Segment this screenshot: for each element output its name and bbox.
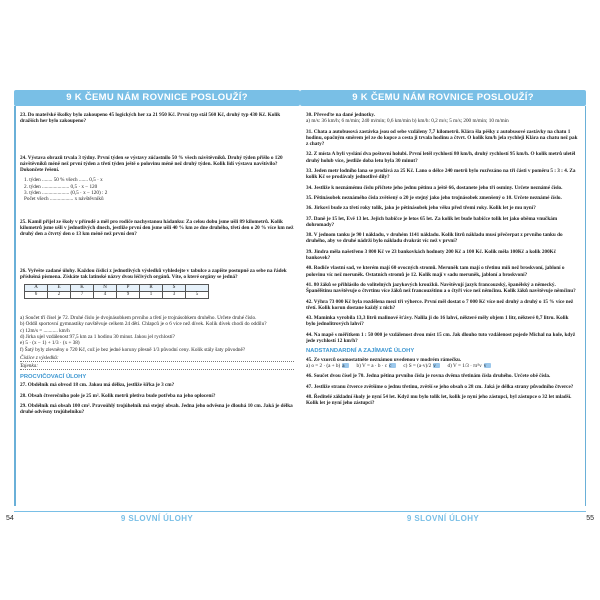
week-value: 0,5 · x − 120 <box>70 183 98 190</box>
code-letter: R <box>140 285 163 292</box>
task-37 <box>306 216 578 229</box>
footer-rule <box>300 511 586 512</box>
task-number: 29. <box>20 402 27 409</box>
code-table <box>24 284 209 299</box>
task-text: Součet dvou čísel je 70. Jedna pětina prvního čísla je rovna dvěma třetinám čísla druhého. Určete obě čísla. <box>313 373 551 380</box>
chapter-header: 9 K ČEMU NÁM ROVNICE POSLOUŽÍ? <box>14 90 300 106</box>
task-text: Jeden metr lodního lana se prodává za 25 Kč. Lano o délce 240 metrů bylo rozřezáno na tři části v poměru 5 : 3 : 4. Za kolik Kč se prodávaly jednotlivé díly? <box>306 168 576 181</box>
task-text: Obdélník má obsah 100 cm². Pravoúhlý trojúhelník má stejný obsah. Jedna jeho odvěsna je dlouhá 10 cm. Jaká je délka druhé odvěsny trojúhelníku? <box>20 402 293 416</box>
task-text: Obdélník má obvod 18 cm. Jakou má délku, jestliže šířka je 3 cm? <box>27 382 175 389</box>
task-text: Z místa A byli vyslání dva poštovní holubi. První letěl rychlostí 80 km/h, druhý rychlostí 95 km/h. O kolik metrů uletěl druhý holub více, jestliže doba letu byla 30 minut? <box>306 151 576 164</box>
task-26 <box>20 268 294 281</box>
variable-box: a <box>342 363 349 368</box>
right-content <box>306 112 578 500</box>
week-row: 3. týden ..................... (0,5 · x − 120) : 2 <box>24 190 108 197</box>
subtask-list <box>20 315 294 353</box>
task-number: 27. <box>20 382 27 389</box>
task-number: 30. <box>306 112 313 118</box>
code-digit: 1 <box>140 292 163 299</box>
work-space <box>20 207 294 219</box>
task-text: Převeďte na dané jednotky. <box>313 112 375 118</box>
page-footer <box>300 510 594 524</box>
task-number: 25. <box>20 218 27 225</box>
left-content <box>20 112 294 500</box>
code-digit: 3 <box>163 292 186 299</box>
task-text: Jestliže stranu čtverce zvětšíme o jednu třetinu, zvětší se jeho obsah o 28 cm. Jaká je délka strany původního čtverce? <box>313 383 574 390</box>
task-text: Maminka vyrobila 13,3 litrů malinové šťávy. Nalila ji do 16 lahví, některé měly objem 1 litr, některé 0,7 litru. Kolik bylo jednolitrových lahví? <box>306 315 569 328</box>
task-45 <box>306 357 578 370</box>
task-number: 28. <box>20 392 27 399</box>
task-34 <box>306 185 578 191</box>
code-digit: 5 <box>186 292 209 299</box>
section-title: NADSTANDARDNÍ A ZAJÍMAVÉ ÚLOHY <box>306 348 415 355</box>
subtask: b) Oddíl sportovní gymnastiky navštěvuje celkem 24 dětí. Chlapců je o 6 více než dívek. Kolik dívek chodí do oddílu? <box>20 321 267 328</box>
task-41 <box>306 282 578 295</box>
subtask: a) Součet tří čísel je 72. Druhé číslo je dvojnásobkem prvního a třetí je trojnásobkem druhého. Určete druhé číslo. <box>20 315 257 322</box>
task-number: 33. <box>306 168 313 175</box>
task-text: Ze vzorců osamostatněte neznámou uvedenou v modrém rámečku. <box>313 356 462 363</box>
formula-text: b) V = a · b · c <box>356 362 388 369</box>
task-text: Obsah čtverečního pole je 25 m². Kolik metrů pletiva bude potřeba na jeho oplocení? <box>27 392 216 399</box>
week-label: Počet všech <box>24 196 49 203</box>
task-number: 40. <box>306 265 313 272</box>
task-30 <box>306 112 578 125</box>
weeks-table <box>24 177 294 202</box>
task-48 <box>306 394 578 407</box>
task-number: 48. <box>306 393 313 400</box>
formula-text: d) V = 1/3 · πr²v <box>447 362 482 369</box>
task-36 <box>306 205 578 211</box>
task-text: Rodiče vlastní sad, ve kterém mají 60 ovocných stromů. Meruněk tam mají o třetinu míň než broskvoní, jabloní o polovinu víc než meruněk. Ostatních stromů je 12. Kolik mají v sadu meruněk, jabloní a broskvoní? <box>306 265 565 278</box>
footer-title: 9 SLOVNÍ ÚLOHY <box>120 514 194 523</box>
week-row: 1. týden ........ 50 % všech ....... 0,5 · x <box>24 177 103 184</box>
work-space <box>20 129 294 155</box>
page-number: 55 <box>586 515 594 522</box>
week-value: 0,5 · x <box>89 177 103 184</box>
task-number: 23. <box>20 112 27 118</box>
work-space <box>20 242 294 268</box>
task-text: Výhra 73 000 Kč byla rozdělena mezi tři výherce. První měl dostat o 7 000 Kč více než druhý a druhý o 15 % více než třetí. Kolik korun dostane každý z nich? <box>306 298 574 311</box>
week-expr: 50 % všech <box>53 177 78 184</box>
task-number: 24. <box>20 154 27 161</box>
task-42 <box>306 299 578 312</box>
week-label: 3. týden <box>24 190 41 197</box>
task-text: Kamil přijel ze školy v přírodě a měl pro rodiče nachystanou hádanku: Za celou dobu jsme ušli 89 kilometrů. Kolik kilometrů jsme ušli v jednotlivých dnech, jestliže první den jsme ušli 40 % km ze dne druhého, třetí den o 20 % více km než druhý den a čtvrtý den o 13 km méně než první den? <box>20 218 294 238</box>
code-digit: 2 <box>48 292 71 299</box>
task-text: Výstava obrazů trvala 3 týdny. První týden se výstavy zúčastnilo 50 % všech návštěvníků. Druhý týden přišlo o 120 návštěvníků méně než první týden a třetí týden ještě o polovinu méně než druhý týden. Kolik lidí výstavu navštívilo? Dokončete řešení. <box>20 154 283 174</box>
week-label: 1. týden <box>24 177 41 184</box>
task-number: 35. <box>306 194 313 201</box>
task-32 <box>306 151 578 164</box>
answer-line[interactable] <box>20 363 294 370</box>
task-35 <box>306 195 578 201</box>
task-number: 37. <box>306 215 313 222</box>
work-space <box>20 303 294 315</box>
task-33 <box>306 168 578 181</box>
page-number: 54 <box>6 515 14 522</box>
variable-box: c <box>389 363 396 368</box>
formula <box>448 363 491 369</box>
code-digit: 6 <box>25 292 48 299</box>
task-23 <box>20 112 294 125</box>
task-text: Daně je 15 let, Evě 13 let. Jejich babičce je letos 65 let. Za kolik let bude babičce tolik let jako oběma vnučkám dohromady? <box>306 215 558 228</box>
code-letter: K <box>71 285 94 292</box>
page-frame-line <box>14 106 16 506</box>
week-value: (0,5 · x − 120) : 2 <box>70 190 108 197</box>
subtask: f) Šatý byly zlevněny o 720 Kč, což je bez jedné koruny přesně 1/3 původní ceny. Kolik stály šaty původně? <box>20 346 246 353</box>
task-39 <box>306 249 578 262</box>
formula-row <box>306 363 578 369</box>
task-number: 34. <box>306 184 313 191</box>
formula <box>306 363 349 369</box>
subtask: d) Jirka ujel vzdálenost 97,5 km za 1 hodinu 30 minut. Jakou jel rychlostí? <box>20 334 175 341</box>
task-number: 39. <box>306 248 313 255</box>
code-digit: 4 <box>94 292 117 299</box>
page-footer <box>6 510 300 524</box>
code-letter: S <box>163 285 186 292</box>
task-text: 80 žáků se přihlásilo do volitelných jazykových kroužků. Navštěvují jazyk francouzský, španělský a německý. Španělštinu navštěvuje o čtvrtinu více žáků než francouzštinu a o čtyři více než němčinu. Kolik žáků navštěvuje němčinu? <box>306 281 576 295</box>
task-number: 45. <box>306 356 313 363</box>
task-24 <box>20 155 294 174</box>
variable-box: v <box>484 363 491 368</box>
chapter-header: 9 K ČEMU NÁM ROVNICE POSLOUŽÍ? <box>300 90 586 106</box>
task-29 <box>20 403 294 416</box>
formula <box>357 363 397 369</box>
task-number: 32. <box>306 151 313 158</box>
task-number: 44. <box>306 331 313 338</box>
task-47 <box>306 384 578 390</box>
week-row: Počet všech .................. x návštěvníků <box>24 196 104 203</box>
footer-rule <box>14 511 300 512</box>
task-text: Chata a autobusová zastávka jsou od sebe vzdáleny 7,7 kilometrů. Klára šla pěšky z autobusové zastávky na chatu 1 hodinu, opačným směrem jel ze do kopce a cesta ji trvala hodinu a čtvrt. O kolik km/h jela rychleji Klára na chatu než pak z chaty? <box>306 128 578 148</box>
task-27 <box>20 382 294 388</box>
left-page <box>6 88 300 528</box>
answer-label: Číslice z výsledků: <box>20 354 59 361</box>
task-text: Ředitelé základní školy je nyní 54 let. Když mu bylo tolik let, kolik je nyní jeho zástupci, byl zástupce o 32 let mladší. Kolik let je nyní jeho zástupci? <box>306 393 572 407</box>
task-text: Jestliže k neznámému číslu přičtete jeho jednu pětinu a ještě 66, dostanete jeho tři osminy. Určete neznámé číslo. <box>313 184 563 191</box>
answer-lines <box>20 355 294 370</box>
answer-line[interactable] <box>20 355 294 362</box>
task-number: 42. <box>306 298 313 305</box>
task-46 <box>306 373 578 379</box>
formula-text: c) S = (a·v)/2 <box>403 362 432 369</box>
formula <box>403 363 440 369</box>
task-text: V jednom tanku je 90 l nákladu, v druhém 1141 nákladu. Kolik litrů nákladu musí přečerpat z prvního tanku do druhého, aby ve druhé nádrži bylo nákladu dvakrát víc než v první? <box>306 232 563 245</box>
week-row: 2. týden ..................... 0,5 · x − 120 <box>24 183 98 190</box>
task-40 <box>306 265 578 278</box>
task-text: Vyřešte zadané úlohy. Každou číslici z jednotlivých výsledků vyhledejte v tabulce a zapište postupně za sebe na řádek příslušná písmena. Získáte tak latinské názvy dvou léčivých orgánů. Víte, o které orgány se jedná? <box>20 267 287 280</box>
week-label: 2. týden <box>24 183 41 190</box>
task-number: 41. <box>306 281 313 288</box>
task-number: 43. <box>306 315 313 322</box>
task-number: 36. <box>306 205 313 212</box>
formula-text: a) o = 2 · (a + b) <box>306 362 341 369</box>
code-digit: 7 <box>71 292 94 299</box>
code-letter: E <box>48 285 71 292</box>
task-31 <box>306 129 578 148</box>
task-25 <box>20 219 294 238</box>
task-text: Jindra měla našetřeno 3 800 Kč ve 23 bankovkách hodnoty 200 Kč a 100 Kč. Kolik měla 100Kč a kolik 200Kč bankovek? <box>306 248 557 262</box>
week-value: x návštěvníků <box>74 196 104 203</box>
subtask: c) 12m/s = ........... km/h <box>20 327 70 334</box>
code-digit: 9 <box>117 292 140 299</box>
variable-box: v <box>433 363 440 368</box>
section-title: PROCVIČOVACÍ ÚLOHY <box>20 373 87 380</box>
task-number: 38. <box>306 232 313 239</box>
task-43 <box>306 315 578 328</box>
task-number: 31. <box>306 128 313 135</box>
code-letter: A <box>25 285 48 292</box>
task-text: Pětinásobek neznámého čísla zvětšený o 20 je stejný jako jeho trojnásobek zmenšený o 10. Určete neznámé číslo. <box>313 194 562 201</box>
task-number: 46. <box>306 373 313 380</box>
task-28 <box>20 393 294 399</box>
task-subtext: a) m/s: 36 km/h; 6 m/min; 240 m/min; 0,6 km/min b) km/h: 0,2 m/s; 5 m/s; 200 m/min; 10 m/min <box>306 118 509 125</box>
page-frame-line <box>585 106 587 506</box>
task-38 <box>306 232 578 245</box>
task-number: 26. <box>20 267 27 274</box>
code-letter: N <box>94 285 117 292</box>
task-44 <box>306 332 578 345</box>
task-text: Jirkovi bude za třetí roky tolik, jako je pětinásobek jeho věku před třemi roky. Kolik let je mu nyní? <box>313 205 536 212</box>
task-number: 47. <box>306 383 313 390</box>
subtask: e) 5 · (x − 1) + 1/3 · (x + 38) <box>20 340 80 347</box>
right-page <box>300 88 594 528</box>
task-text: Do mateřské školky bylo zakoupeno 45 logických her za 21 950 Kč. První typ stál 560 Kč, druhý typ 430 Kč. Kolik dražších her bylo zakoupeno? <box>20 112 281 125</box>
code-letter: P <box>117 285 140 292</box>
code-letter <box>186 285 209 292</box>
footer-title: 9 SLOVNÍ ÚLOHY <box>406 514 480 523</box>
answer-label: Tajenka: <box>20 362 38 369</box>
task-text: Na mapě s měřítkem 1 : 50 000 je vzdálenost dvou míst 15 cm. Jak dlouho tuto vzdálenost pojede Michal na kole, když jede rychlostí 12 km/h? <box>306 331 576 345</box>
